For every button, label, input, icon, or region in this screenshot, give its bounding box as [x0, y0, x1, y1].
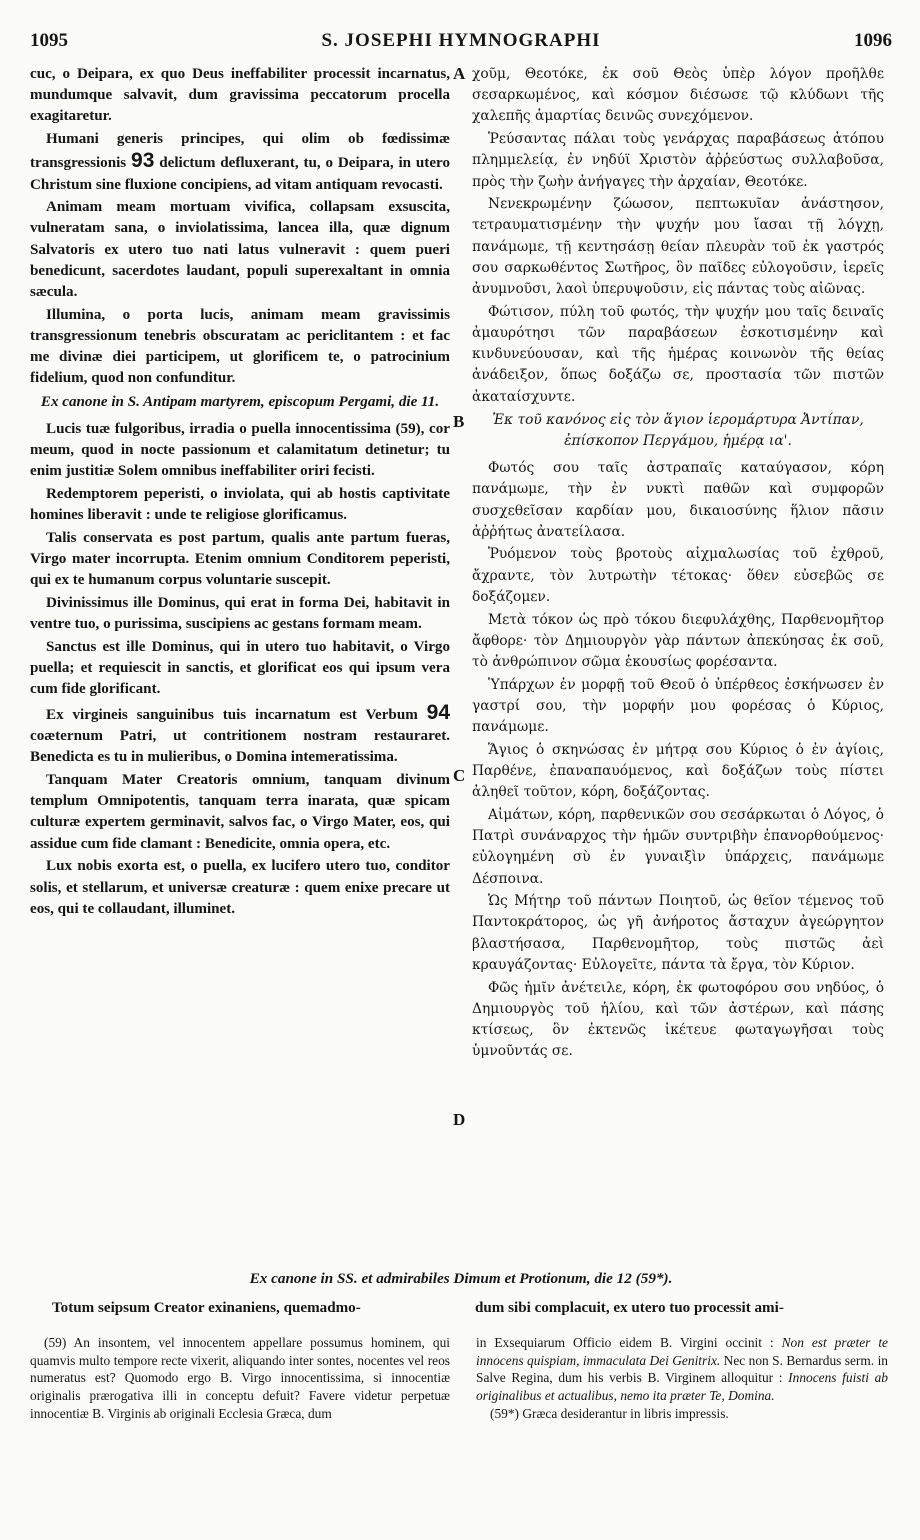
section-marker-a: A [453, 64, 466, 83]
bottom-line-latin: Totum seipsum Creator exinaniens, quemadmo- [52, 1300, 361, 1316]
footnote-quote: Non est præter te innocens quispiam, immaculata Dei Genitrix. [476, 1335, 888, 1368]
latin-text: coæternum Patri, ut contritionem nostram restauraret. Benedicta es tu in mulieribus, o Domina intemeratissima. [30, 728, 450, 766]
latin-paragraph: Sanctus est ille Dominus, qui in utero tuo habitavit, o Virgo puella; et requiescit in sanctis, et glorificat eos qui ipsum vera cum fide glorificant. [30, 638, 450, 698]
latin-paragraph: Talis conservata es post partum, qualis ante partum fueras, Virgo mater incorrupta. Etenim omnium Conditorem peperisti, qui ex te humanum corpus voluntarie suscepit. [30, 529, 450, 589]
greek-paragraph: Ῥεύσαντας πάλαι τοὺς γενάρχας παραβάσεως ἀτόπου πλημμελείᾳ, ἐν νηδύϊ Χριστὸν ἀῤῥεύστως συλλαβοῦσα, πρὸς τὴν ζωὴν ἀνήγαγες τὴν ἀρχαίαν, Θεοτόκε. [472, 131, 884, 190]
latin-canon-heading: Ex canone in S. Antipam martyrem, episcopum Pergami, die 11. [40, 393, 440, 410]
latin-text: Ex virgineis sanguinibus tuis incarnatum est Verbum [46, 706, 418, 723]
greek-paragraph: Ἅγιος ὁ σκηνώσας ἐν μήτρᾳ σου Κύριος ὁ ἐν ἁγίοις, Παρθένε, ἐπαναπαυόμενος, καὶ δοξάζων τοὺς πίστει ἀληθεῖ τοῦτον, κόρη, δοξάζοντας. [472, 741, 884, 801]
greek-canon-heading: Ἐκ τοῦ κανόνος εἰς τὸν ἅγιον ἱερομάρτυρα Ἀντίπαν, ἐπίσκοπον Περγάμου, ἡμέρᾳ ια'. [492, 411, 864, 449]
latin-paragraph: Redemptorem peperisti, o inviolata, qui ab hostis captivitate homines liberavit : unde te religiose glorificamus. [30, 485, 450, 524]
greek-paragraph: Μετὰ τόκον ὡς πρὸ τόκου διεφυλάχθης, Παρθενομῆτορ ἄφθορε· τὸν Δημιουργὸν γὰρ πάντων ἀπεκύησας ἐκ σοῦ, τὸ ἀνθρώπινον σῶμα ἑκουσίως φορέσαντα. [472, 611, 884, 670]
footnote-continuation [476, 1334, 888, 1405]
greek-paragraph: Νενεκρωμένην ζώωσον, πεπτωκυῖαν ἀνάστησον, τετραυματισμένην τὴν ψυχήν μου ἴασαι τῇ λόγχῃ, πανάμωμε, τῇ κεντησάσῃ θείαν πλευρὰν τοῦ ἐκ γαστρός σου σαρκωθέντος Σωτῆρος, ὃν παῖδες εὐλογοῦσιν, ἱερεῖς ἀνυμνοῦσι, λαοὶ ὑπερυψοῦσιν, εἰς πάντας τοὺς αἰῶνας. [472, 196, 884, 298]
footnote-quote: Innocens fuisti ab originalibus et actualibus, nemo ita præter Te, Domina. [476, 1370, 888, 1404]
footnote-text: in Exsequiarum Officio eidem B. Virgini occinit : [476, 1335, 774, 1350]
section-marker-d: D [453, 1110, 466, 1129]
feast-heading: Ex canone in SS. et admirabiles Dimum et Protionum, die 12 (59*). [249, 1270, 673, 1287]
latin-paragraph: Divinissimus ille Dominus, qui erat in forma Dei, habitavit in ventre tuo, o purissima, suscipiens ac gestans formam meam. [30, 594, 450, 633]
footnote-right [476, 1334, 888, 1423]
greek-paragraph: Ῥυόμενον τοὺς βροτοὺς αἰχμαλωσίας τοῦ ἐχθροῦ, ἄχραντε, τὸν λυτρωτὴν τέτοκας· ὅθεν εὐσεβῶς σε δοξάζομεν. [472, 546, 884, 605]
greek-paragraph: Ὡς Μήτηρ τοῦ πάντων Ποιητοῦ, ὡς θεῖον τέμενος τοῦ Παντοκράτορος, ὡς γῆ ἀνήροτος ἄσταχυν ἀγεώργητον βλαστήσασα, Παρθενομῆτορ, τοὺς πιστῶς ἀεὶ κραυγάζοντας· Εὐλογεῖτε, πάντα τὰ ἔργα, τὸν Κύριον. [472, 893, 884, 973]
latin-paragraph: Lux nobis exorta est, o puella, ex lucifero utero tuo, conditor solis, et stellarum, et universæ creaturæ : quem enixe precare ut eos, qui te collaudant, illuminet. [30, 858, 450, 917]
greek-paragraph: Ὑπάρχων ἐν μορφῇ τοῦ Θεοῦ ὁ ὑπέρθεος ἐσκήνωσεν ἐν γαστρί σου, τὴν μορφήν μου φορέσας ὁ Κύριος, πανάμωμε. [472, 676, 884, 736]
latin-paragraph [30, 129, 450, 196]
greek-column [472, 64, 884, 1064]
latin-paragraph: Lucis tuæ fulgoribus, irradia o puella innocentissima (59), cor meum, quod in nocte passionum et calamitatum detinetur; tu enim justitiæ Solem omnibus ineffabiliter oriri fecisti. [30, 420, 450, 480]
section-marker-c: C [453, 766, 466, 785]
footnote-text: Nec non S. Bernardus serm. in Salve Regina, dum his verbis B. Virginem alloquitur : [476, 1352, 888, 1386]
greek-paragraph: Αἱμάτων, κόρη, παρθενικῶν σου σεσάρκωται ὁ Λόγος, ὁ Πατρὶ συνάναρχος τὴν ἡμῶν συντριβὴν ἐπανορθούμενος· εὐλογημένη σὺ ἐν γυναιξὶν ὑπάρχεις, πανάμωμε Δέσποινα. [472, 806, 884, 887]
latin-paragraph: Animam meam mortuam vivifica, collapsam exsuscita, vulneratam sana, o inviolatissima, lancea illa, quæ dignum Salvatoris ex utero tuo nati latus vulneravit : quem pueri benedicunt, sacerdotes laudant, populi superexaltant in omnia sæcula. [30, 199, 450, 301]
greek-paragraph: Φωτός σου ταῖς ἀστραπαῖς καταύγασον, κόρη πανάμωμε, τὴν ἐν νυκτὶ παθῶν καὶ συμφορῶν συσχεθεῖσαν καρδίαν μου, δικαιοσύνης ἥλιον πᾶσιν ἀῤῥήτως ἀνατείλασα. [472, 460, 884, 540]
greek-paragraph: Φώτισον, πύλη τοῦ φωτός, τὴν ψυχήν μου ταῖς δειναῖς ἀμαυρότησι τῶν παραβάσεων ἐσκοτισμένην καὶ κινδυνεύουσαν, καὶ τῆς ἡμέρας κοινωνὸν τῆς θείας ἀνάδειξον, ὅπως δοξάζω σε, προστασία τῶν πιστῶν ἀκαταίσχυντε. [472, 303, 884, 405]
section-marker-b: B [453, 412, 465, 431]
latin-paragraph: cuc, o Deipara, ex quo Deus ineffabiliter processit incarnatus, mundumque salvavit, dum gravissima peccatorum procella exagitaretur. [30, 66, 450, 125]
latin-text: Humani generis principes, qui olim ob fœdissimæ transgressionis [30, 131, 450, 172]
column-marker-93: 93 [131, 149, 155, 173]
bottom-line-continuation: dum sibi complacuit, ex utero tuo processit ami- [475, 1300, 784, 1316]
footnote-left [30, 1334, 450, 1423]
footnote-59: (59) An insontem, vel innocentem appellare possumus hominem, qui quamvis multo tempore recte vixerit, aliquando inter sontes, nocentes vel reos numeratus est? Quomodo ergo B. Virgo innocentissima, si innocentiæ originalis prærogativa illi in conceptu defuit? Favere videtur perpetuæ innocentiæ B. Virginis ab originali Ecclesia Græca, dum [30, 1335, 450, 1421]
left-page-number: 1095 [30, 30, 68, 51]
latin-paragraph: Tanquam Mater Creatoris omnium, tanquam divinum templum Omnipotentis, tanquam terra inarata, quæ spicam culturæ expertem germinavit, salvos fac, o Virgo Mater, eos, qui assidue cum fide clamant : Benedicite, omnia opera, etc. [30, 772, 450, 852]
running-header [30, 30, 892, 56]
latin-column [30, 64, 450, 921]
latin-text: delictum defluxerant, tu, o Deipara, in utero Christum sine fluxione concipiens, ad vitam antiquam revocasti. [30, 155, 450, 193]
running-title: S. JOSEPHI HYMNOGRAPHI [321, 30, 601, 51]
latin-paragraph [30, 702, 450, 769]
footnote-59-star: (59*) Græca desiderantur in libris impressis. [490, 1405, 729, 1421]
greek-paragraph: χοῦμ, Θεοτόκε, ἐκ σοῦ Θεὸς ὑπὲρ λόγον προῆλθε σεσαρκωμένος, καὶ κόσμον διέσωσε τῷ κλύδωνι τῆς χαλεπῆς ἁμαρτίας δεινῶς συνεχόμενον. [472, 66, 884, 125]
greek-paragraph: Φῶς ἡμῖν ἀνέτειλε, κόρη, ἐκ φωτοφόρου σου νηδύος, ὁ Δημιουργὸς τοῦ ἡλίου, καὶ τῶν ἀστέρων, καὶ πάσης κτίσεως, ὃν ἐκτενῶς ἱκέτευε φωταγωγῆσαι τοὺς ὑμνοῦντάς σε. [472, 979, 884, 1060]
right-page-number: 1096 [854, 30, 892, 51]
column-marker-94: 94 [426, 700, 451, 724]
latin-paragraph: Illumina, o porta lucis, animam meam gravissimis transgressionum tenebris obscuratam ac periclitantem : et fac me divinæ diei participem, ut glorificem te, o patrocinium fidelium, quod non confunditur. [30, 306, 450, 387]
